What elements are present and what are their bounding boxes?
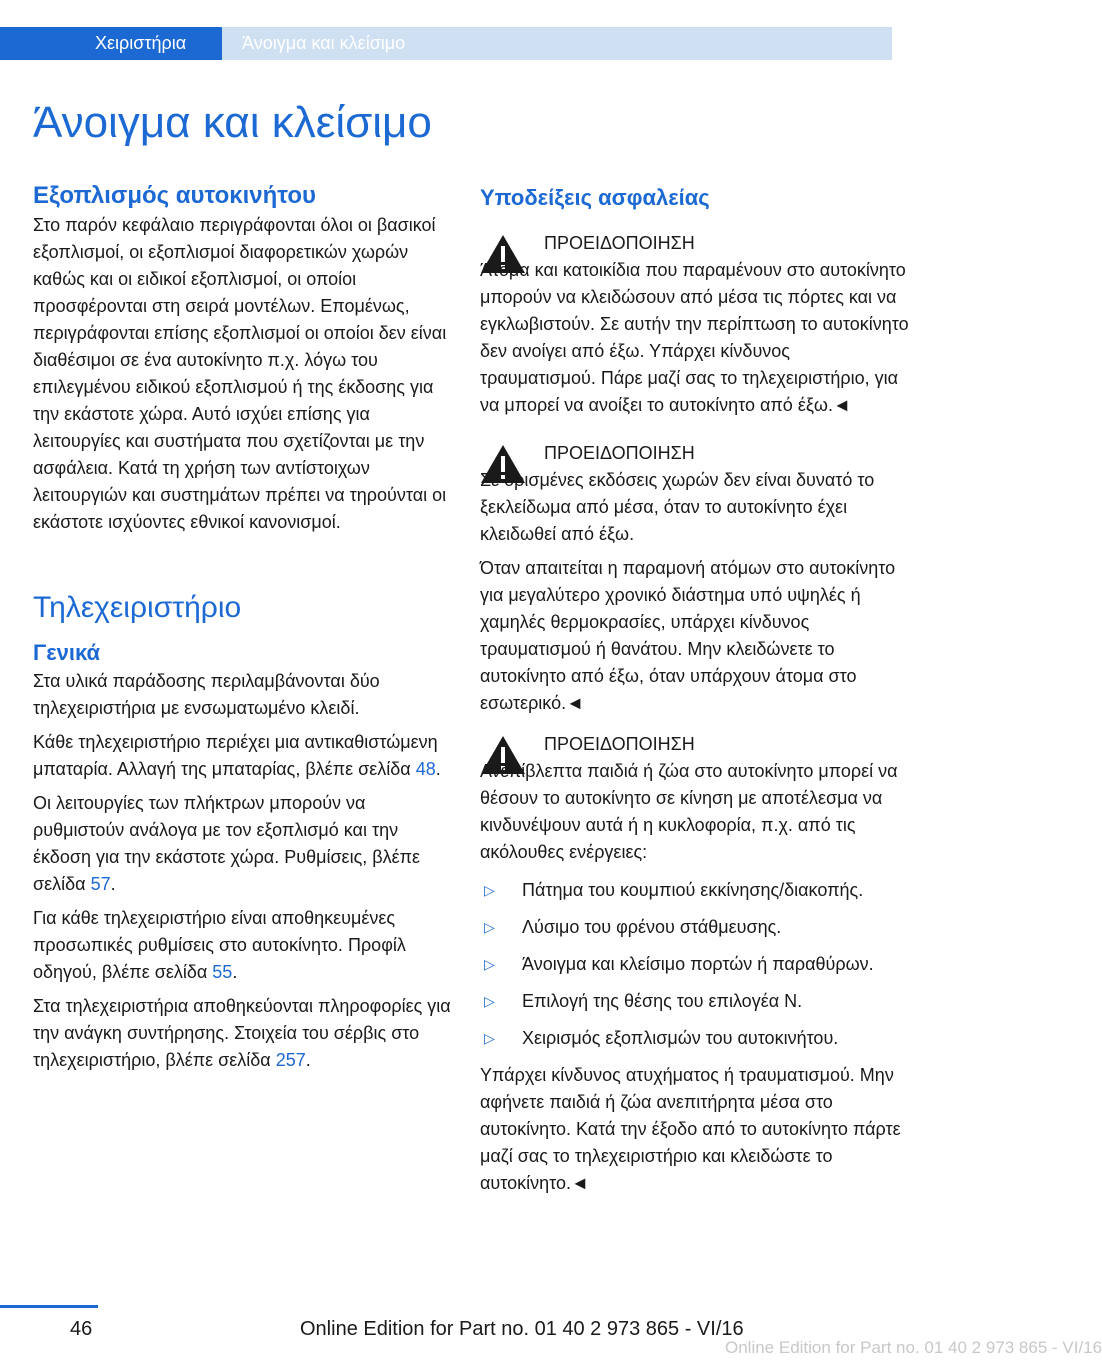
warning-title: ΠΡΟΕΙΔΟΠΟΙΗΣΗ bbox=[544, 734, 695, 754]
page-link-55[interactable]: 55 bbox=[212, 962, 233, 982]
page-link-257[interactable]: 257 bbox=[275, 1050, 306, 1070]
page-link-57[interactable]: 57 bbox=[90, 874, 111, 894]
header bbox=[0, 27, 892, 60]
triangle-bullet-icon: ▷ bbox=[484, 882, 495, 898]
list-item: ▷ Λύσιμο του φρένου στάθμευσης. bbox=[480, 914, 910, 941]
battery-paragraph: Κάθε τηλεχειριστήριο περιέχει μια αντικαθιστώμενη μπαταρία. Αλλαγή της μπαταρίας, βλέπε σελίδα 48. bbox=[33, 732, 441, 779]
warning-text: Άτομα και κατοικίδια που παραμένουν στο αυτοκίνητο μπορούν να κλειδώσουν από μέσα τις πόρτες και να εγκλωβιστούν. Σε αυτήν την περίπτωση το αυτοκίνητο δεν ανοίγει από έξω. Υπάρχει κίνδυνος τραυματισμού. Πάρε μαζί σας το τηλεχειριστήριο, για να μπορεί να ανοίξει το αυτοκίνητο από έξω.◄ bbox=[480, 260, 909, 415]
list-item: ▷ Επιλογή της θέσης του επιλογέα N. bbox=[480, 988, 910, 1015]
list-item: ▷ Χειρισμός εξοπλισμών του αυτοκινήτου. bbox=[480, 1025, 910, 1052]
warning-text: Σε ορισμένες εκδόσεις χωρών δεν είναι δυνατό το ξεκλείδωμα από μέσα, όταν το αυτοκίνητο έχει κλειδωθεί από έξω. bbox=[480, 470, 875, 544]
breadcrumb-section-tab[interactable]: Χειριστήρια bbox=[0, 27, 222, 60]
warning-title: ΠΡΟΕΙΔΟΠΟΙΗΣΗ bbox=[544, 233, 695, 253]
triangle-bullet-icon: ▷ bbox=[484, 956, 495, 972]
general-heading: Γενικά bbox=[33, 640, 101, 665]
warning-title: ΠΡΟΕΙΔΟΠΟΙΗΣΗ bbox=[544, 443, 695, 463]
equipment-heading: Εξοπλισμός αυτοκινήτου bbox=[33, 182, 316, 209]
triangle-bullet-icon: ▷ bbox=[484, 919, 495, 935]
warning-text: Ανεπίβλεπτα παιδιά ή ζώα στο αυτοκίνητο μπορεί να θέσουν το αυτοκίνητο σε κίνηση με αποτέλεσμα να κινδυνέψουν αυτά ή η κυκλοφορία, π.χ. από τις ακόλουθες ενέργειες: bbox=[480, 761, 898, 862]
warning-block bbox=[480, 230, 910, 426]
warning-block bbox=[480, 731, 910, 1197]
warning-text-continued: Όταν απαιτείται η παραμονή ατόμων στο αυτοκίνητο για μεγαλύτερο χρονικό διάστημα υπό υψηλές ή χαμηλές θερμοκρασίες, υπάρχει κίνδυνος τραυματισμού ή θανάτου. Μην κλειδώνετε το αυτοκίνητο από έξω, όταν υπάρχουν άτομα στο εσωτερικό.◄ bbox=[480, 558, 896, 713]
list-item: ▷ Άνοιγμα και κλείσιμο πορτών ή παραθύρων. bbox=[480, 951, 910, 978]
warning-conclusion: Υπάρχει κίνδυνος ατυχήματος ή τραυματισμού. Μην αφήνετε παιδιά ή ζώα ανεπιτήρητα μέσα στο αυτοκίνητο. Κατά την έξοδο από το αυτοκίνητο πάρτε μαζί σας το τηλεχειριστήριο και κλειδώστε το αυτοκίνητο.◄ bbox=[480, 1065, 901, 1193]
right-column bbox=[480, 180, 910, 1204]
breadcrumb-chapter-tab[interactable]: Άνοιγμα και κλείσιμο bbox=[222, 27, 892, 60]
service-paragraph: Στα τηλεχειριστήρια αποθηκεύονται πληροφορίες για την ανάγκη συντήρησης. Στοιχεία του σέρβις στο τηλεχειριστήριο, βλέπε σελίδα 257. bbox=[33, 996, 451, 1070]
triangle-bullet-icon: ▷ bbox=[484, 993, 495, 1009]
triangle-bullet-icon: ▷ bbox=[484, 1030, 495, 1046]
watermark: Online Edition for Part no. 01 40 2 973 865 - VI/16 bbox=[725, 1338, 1102, 1357]
remote-control-heading: Τηλεχειριστήριο bbox=[33, 591, 242, 624]
edition-footer: Online Edition for Part no. 01 40 2 973 865 - VI/16 bbox=[300, 1318, 744, 1340]
buttons-paragraph: Οι λειτουργίες των πλήκτρων μπορούν να ρυθμιστούν ανάλογα με τον εξοπλισμό και την έκδοση για την εκάστοτε χώρα. Ρυθμίσεις, βλέπε σελίδα 57. bbox=[33, 793, 421, 894]
profile-paragraph: Για κάθε τηλεχειριστήριο είναι αποθηκευμένες προσωπικές ρυθμίσεις στο αυτοκίνητο. Προφίλ οδηγού, βλέπε σελίδα 55. bbox=[33, 908, 406, 982]
warning-block bbox=[480, 440, 910, 717]
footer-divider bbox=[0, 1305, 98, 1308]
page-number: 46 bbox=[70, 1318, 93, 1340]
safety-heading: Υποδείξεις ασφαλείας bbox=[480, 185, 710, 210]
list-item: ▷ Πάτημα του κουμπιού εκκίνησης/διακοπής. bbox=[480, 877, 910, 904]
left-column bbox=[33, 180, 453, 1081]
hazard-list bbox=[480, 877, 910, 1052]
page-title: Άνοιγμα και κλείσιμο bbox=[33, 98, 432, 147]
delivery-paragraph: Στα υλικά παράδοσης περιλαμβάνονται δύο τηλεχειριστήρια με ενσωματωμένο κλειδί. bbox=[33, 671, 380, 718]
page-link-48[interactable]: 48 bbox=[415, 759, 436, 779]
equipment-paragraph: Στο παρόν κεφάλαιο περιγράφονται όλοι οι βασικοί εξοπλισμοί, οι εξοπλισμοί διαφορετικών χωρών καθώς και οι ειδικοί εξοπλισμοί, οι οποίοι προσφέρονται στη σειρά μοντέλων. Επομένως, περιγράφονται επίσης εξοπλισμοί οι οποίοι δεν είναι διαθέσιμοι σε ένα αυτοκίνητο π.χ. λόγω του επιλεγμένου ειδικού εξοπλισμού ή της έκδοσης για την εκάστοτε χώρα. Αυτό ισχύει επίσης για λειτουργίες και συστήματα που σχετίζονται με την ασφάλεια. Κατά τη χρήση των αντίστοιχων λειτουργιών και συστημάτων πρέπει να τηρούνται οι εκάστοτε ισχύοντες εθνικοί κανονισμοί. bbox=[33, 215, 447, 532]
